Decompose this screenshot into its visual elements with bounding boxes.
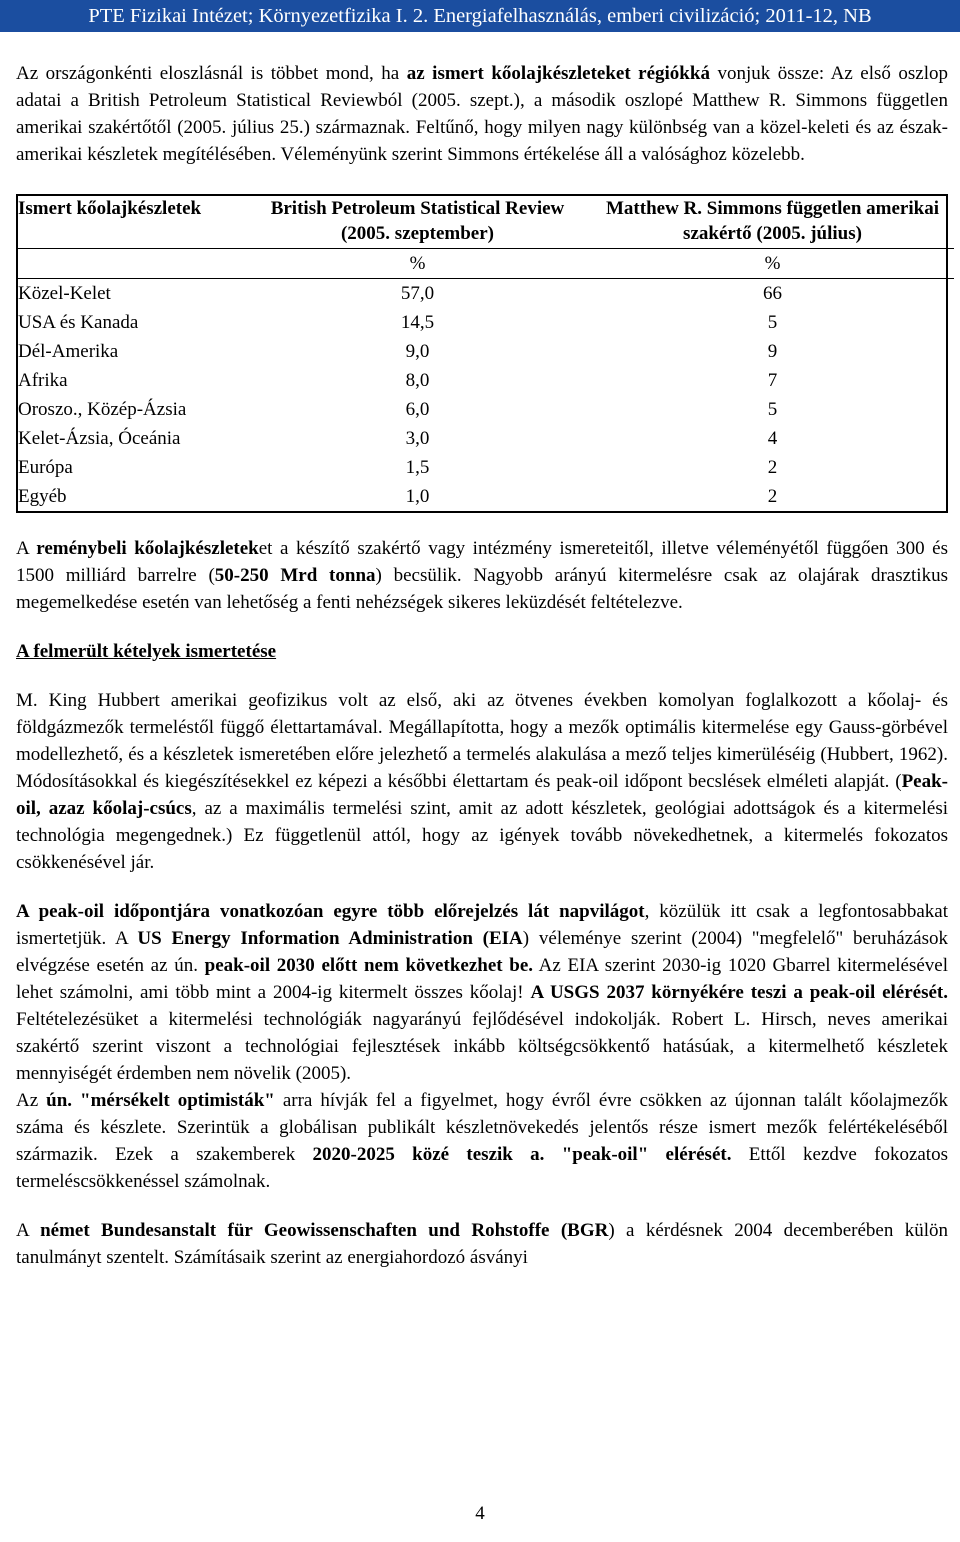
text-run: Ettől kezdve fokozatos termeléscsökkenéssel számolnak. xyxy=(16,1144,948,1192)
row-simmons: 66 xyxy=(763,283,782,304)
table-row xyxy=(16,308,954,337)
bold-run: peak-oil 2030 előtt nem következhet be. xyxy=(204,955,534,976)
page-header xyxy=(0,0,960,32)
row-region: Egyéb xyxy=(18,486,67,507)
row-simmons: 5 xyxy=(767,399,778,420)
table-row xyxy=(16,279,954,309)
row-region: Közel-Kelet xyxy=(18,283,111,304)
text-run: ) becsülik. Nagyobb arányú kitermelésre csak az olajárak drasztikus megemelkedése esetén van lehetőség a fenti nehézségek sikeres leküzdését feltételezve. xyxy=(16,565,948,613)
row-bp: 57,0 xyxy=(400,283,435,304)
unit-bp: % xyxy=(409,253,426,274)
table-row xyxy=(16,337,954,366)
row-bp: 14,5 xyxy=(400,312,435,333)
table-header-row xyxy=(16,196,954,249)
text-run: et a készítő szakértő vagy intézmény ismereteitől, illetve véleményétől függően 300 és 1500 milliárd barrelre ( xyxy=(16,538,948,586)
bold-run: Peak-oil, azaz kőolaj-csúcs xyxy=(16,771,948,819)
text-run: Feltételezésüket a kitermelési technológiák nagyarányú fejlődésével indokolják. Robert L. Hirsch, neves amerikai szakértő szerint viszont a technológiai fejlesztések inkább költségcsökkentő hatásúak, a kitermelhető készletek mennyiségét érdemben nem növelik (2005). xyxy=(16,1009,948,1084)
text-run: Az EIA szerint 2030-ig 1020 Gbarrel kitermelésével lehet számolni, ami több mint a 2004-ig kitermelt összes kőolaj! xyxy=(16,955,949,1003)
bold-run: US Energy Information Administration (EIA xyxy=(137,928,523,949)
table-row xyxy=(16,453,954,482)
prospective-reserves-paragraph xyxy=(16,535,948,616)
row-simmons: 4 xyxy=(767,428,778,449)
row-region: Európa xyxy=(18,457,73,478)
bgr-paragraph xyxy=(16,1217,948,1271)
text-run: arra hívják fel a figyelmet, hogy évről évre csökken az újonnan talált kőolajmezők száma és készlete. Szerintük a globálisan publikált készletnövekedés jelentős része ismert mezők felértékeléséből származik. Ezek a szakemberek xyxy=(16,1090,948,1165)
hubbert-paragraph xyxy=(16,687,948,876)
row-region: Dél-Amerika xyxy=(18,341,119,362)
row-simmons: 9 xyxy=(767,341,778,362)
text-run: ) a kérdésnek 2004 decemberében külön tanulmányt szentelt. Számításaik szerint az energiahordozó ásványi xyxy=(16,1220,948,1268)
document-body xyxy=(16,60,948,1271)
unit-simmons: % xyxy=(764,253,781,274)
row-simmons: 2 xyxy=(767,486,778,507)
table-row xyxy=(16,366,954,395)
bold-run: ún. "mérsékelt optimisták" xyxy=(46,1090,275,1111)
table-row xyxy=(16,482,954,511)
text-run: vonjuk össze: Az első oszlop adatai a British Petroleum Statistical Reviewból (2005. szept.), a második oszlopé Matthew R. Simmons független amerikai szakértőtől (2005. július 25.) származnak. Feltűnő, hogy milyen nagy különbség van a közel-keleti és az észak-amerikai készletek megítélésében. Véleményünk szerint Simmons értékelése áll a valósághoz közelebb. xyxy=(16,63,948,165)
bold-run: az ismert kőolajkészleteket régiókká xyxy=(406,63,710,84)
table-row xyxy=(16,424,954,453)
text-run: A xyxy=(16,538,37,559)
row-bp: 8,0 xyxy=(405,370,430,391)
header-simmons: Matthew R. Simmons független amerikai szakértő (2005. július) xyxy=(606,198,939,244)
text-run: , az a maximális termelési szint, amit az adott készletek, geológiai adottságok és a kitermelési technológia megengednek.) Ez függetlenül attól, hogy az igények tovább növekedhetnek, a kitermelés fokozatos csökkenésével jár. xyxy=(16,798,948,873)
text-run: Az xyxy=(16,1090,47,1111)
peak-oil-forecasts-paragraph xyxy=(16,898,948,1087)
header-title: PTE Fizikai Intézet; Környezetfizika I. 2. Energiafelhasználás, emberi civilizáció; 2011-12, NB xyxy=(88,5,872,27)
row-region: USA és Kanada xyxy=(18,312,139,333)
unit-empty xyxy=(16,249,244,279)
bold-run: német Bundesanstalt für Geowissenschaften und Rohstoffe (BGR xyxy=(40,1220,609,1241)
bold-run: 50-250 Mrd tonna xyxy=(214,565,376,586)
text-run: Az országonkénti eloszlásnál is többet mond, ha xyxy=(16,63,407,84)
section-title: A felmerült kételyek ismertetése xyxy=(16,641,277,662)
intro-paragraph xyxy=(16,60,948,168)
row-region: Kelet-Ázsia, Óceánia xyxy=(18,428,181,449)
bold-run: A peak-oil időpontjára vonatkozóan egyre több előrejelzés lát napvilágot xyxy=(16,901,645,922)
moderate-optimists-paragraph xyxy=(16,1087,948,1195)
row-bp: 1,5 xyxy=(405,457,430,478)
row-region: Afrika xyxy=(18,370,68,391)
row-bp: 6,0 xyxy=(405,399,430,420)
row-bp: 1,0 xyxy=(405,486,430,507)
row-simmons: 5 xyxy=(767,312,778,333)
page-number: 4 xyxy=(475,1503,485,1524)
row-bp: 3,0 xyxy=(405,428,430,449)
row-bp: 9,0 xyxy=(405,341,430,362)
text-run: ) véleménye szerint (2004) "megfelelő" beruházások elvégzése esetén az ún. xyxy=(16,928,949,976)
row-simmons: 7 xyxy=(767,370,778,391)
bold-run: A USGS 2037 környékére teszi a peak-oil elérését. xyxy=(530,982,948,1003)
row-region: Oroszo., Közép-Ázsia xyxy=(18,399,187,420)
table-unit-row xyxy=(16,249,954,279)
bold-run: 2020-2025 közé teszik a. "peak-oil" elérését. xyxy=(312,1144,732,1165)
table-row xyxy=(16,395,954,424)
header-bp: British Petroleum Statistical Review (2005. szeptember) xyxy=(270,198,565,244)
text-run: M. King Hubbert amerikai geofizikus volt az első, aki az ötvenes években komolyan foglalkozott a kőolaj- és földgázmezők termeléstől függő élettartamával. Megállapította, hogy a mezők optimális kitermelése egy Gauss-görbével modellezhető, és a készletek ismeretében előre jelezhető a termelés alakulása a mező teljes kimerüléséig (Hubbert, 1962). Módosításokkal és kiegészítésekkel ez képezi a későbbi élettartam és peak-oil időpont becslések elméleti alapját. ( xyxy=(16,690,948,792)
text-run: , közülük itt csak a legfontosabbakat ismertetjük. A xyxy=(16,901,948,949)
text-run: A xyxy=(16,1220,41,1241)
reserves-table xyxy=(16,194,948,513)
header-region: Ismert kőolajkészletek xyxy=(18,198,202,219)
bold-run: reménybeli kőolajkészletek xyxy=(36,538,259,559)
row-simmons: 2 xyxy=(767,457,778,478)
